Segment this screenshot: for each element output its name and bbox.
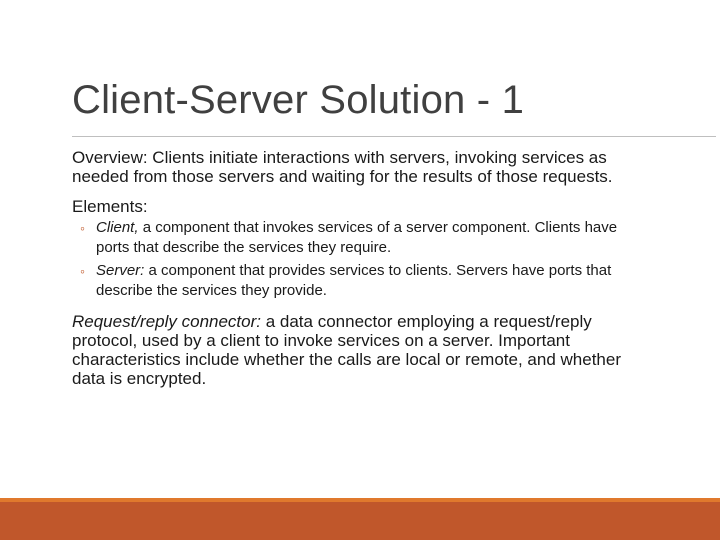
description-client: a component that invokes services of a server component. Clients have ports that describe the services they require. — [96, 219, 618, 256]
term-client: Client, — [96, 219, 139, 236]
list-item-client — [72, 218, 652, 258]
elements-list — [72, 218, 652, 301]
description-connector: a data connector employing a request/reply protocol, used by a client to invoke services on a server. Important characteristics include whether the calls are local or remote, and whether data is encrypted. — [72, 312, 621, 388]
bullet-icon: ◦ — [80, 220, 85, 236]
bullet-icon: ◦ — [80, 263, 85, 279]
slide-body — [72, 148, 652, 388]
list-item-server — [72, 261, 652, 301]
title-divider — [72, 136, 716, 137]
description-server: a component that provides services to clients. Servers have ports that describe the services they provide. — [96, 262, 612, 299]
term-server: Server: — [96, 262, 145, 279]
elements-heading: Elements: — [72, 197, 148, 216]
footer-accent-stripe — [0, 498, 720, 502]
footer-band — [0, 498, 720, 540]
term-request-reply-connector: Request/reply connector: — [72, 312, 261, 331]
connector-paragraph — [72, 312, 652, 388]
overview-paragraph: Overview: Clients initiate interactions with servers, invoking services as needed from those servers and waiting for the results of those requests. — [72, 148, 613, 186]
slide-title: Client-Server Solution - 1 — [72, 78, 525, 122]
